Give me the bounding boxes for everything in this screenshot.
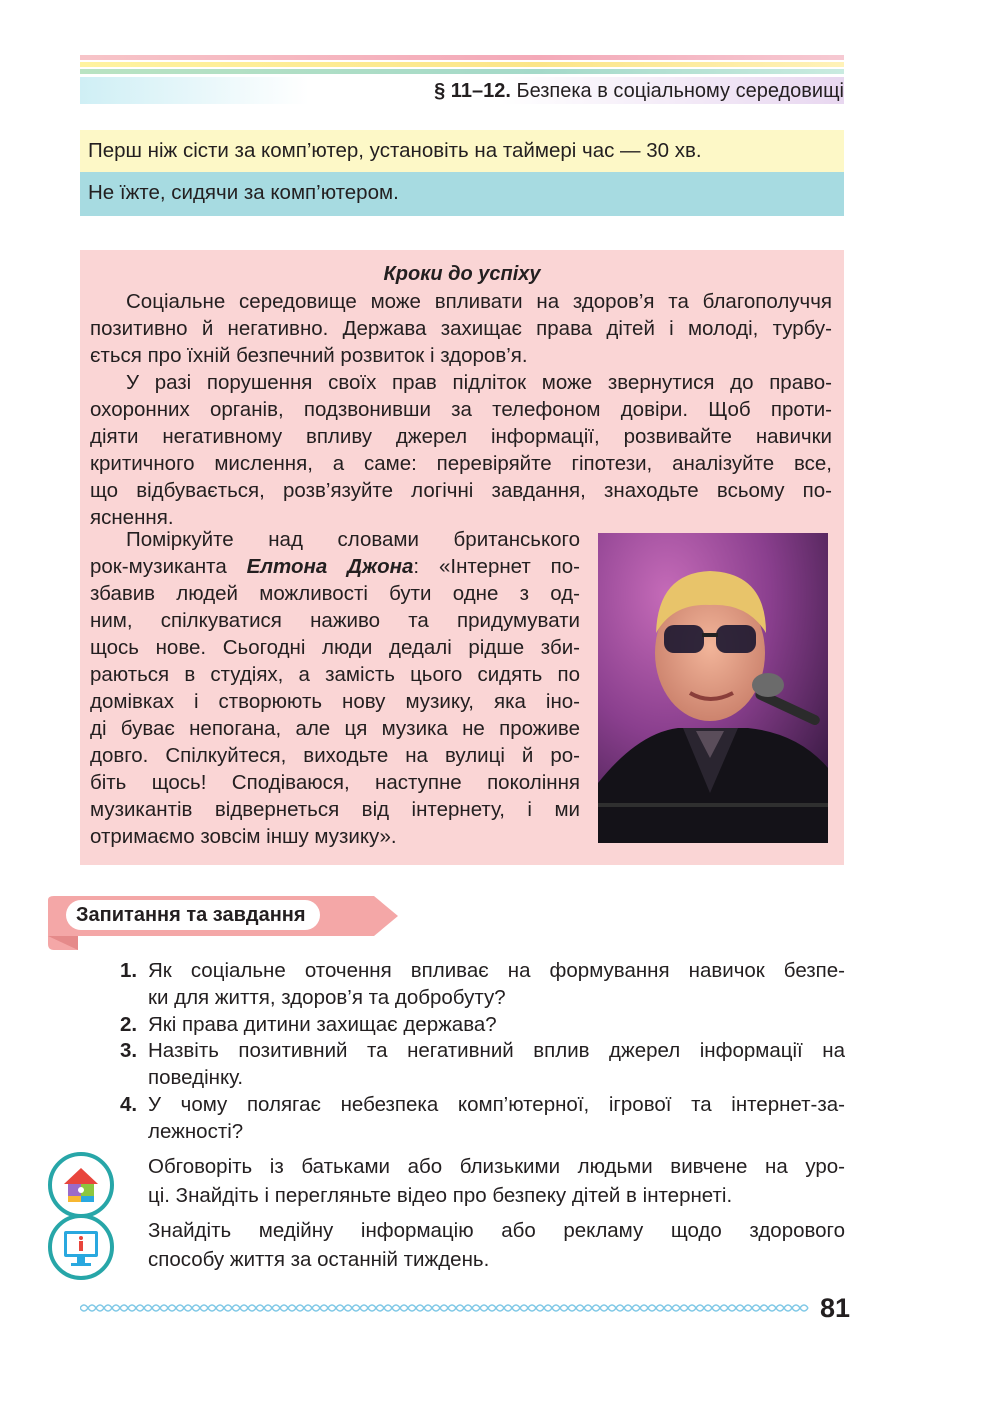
text-line: ці. Знайдіть і перегляньте відео про безпеку дітей в інтернеті. (148, 1184, 733, 1207)
text-line: Соціальне середовище може впливати на здоров’я та благополуччя (126, 290, 832, 313)
text-line: Знайдіть медійну інформацію або рекламу щодо здорового (148, 1219, 845, 1242)
text-fragment: рок-музиканта (90, 555, 247, 578)
paragraph-1 (90, 288, 832, 369)
text-line: поведінку. (148, 1066, 244, 1089)
text-line: довго. Спілкуйтеся, виходьте на вулиці й ро- (90, 744, 580, 767)
portrait-illustration (598, 533, 828, 843)
house-puzzle-icon (48, 1152, 114, 1218)
text-line: У разі порушення своїх прав підліток може звернутися до право- (126, 371, 832, 394)
section-number: § 11–12. (434, 80, 511, 102)
text-line: позитивно й негативно. Держава захищає права дітей і молоді, турбу- (90, 317, 832, 340)
text-line: критичного мислення, а саме: перевіряйте гіпотези, аналізуйте все, (90, 452, 832, 475)
text-line: біть щось! Сподіваюся, наступне покоління (90, 771, 580, 794)
text-line: музикантів відвернеться від інтернету, і ми (90, 798, 580, 821)
page-number: 81 (820, 1293, 851, 1323)
text-fragment: : «Інтернет по- (413, 555, 580, 578)
text-line: Обговоріть із батьками або близькими людьми вивчене на уро- (148, 1155, 845, 1178)
footer-wave-line (80, 1301, 810, 1315)
text-line: яснення. (90, 506, 174, 529)
text-line: охоронних органів, подзвонивши за телефоном довіри. Щоб проти- (90, 398, 832, 421)
text-line: діяти негативному впливу джерел інформації, розвивайте навички (90, 425, 832, 448)
text-line: ки для життя, здоров’я та добробуту? (148, 986, 506, 1009)
text-line: Як соціальне оточення впливає на формування навичок безпе- (148, 959, 845, 982)
question-number: 4. (120, 1093, 138, 1116)
text-line: Поміркуйте над словами британського (126, 528, 580, 551)
question-number: 3. (120, 1039, 138, 1062)
stripe-pink (80, 55, 844, 60)
musician-photo (598, 533, 828, 843)
text-line: щось нове. Сьогодні люди дедалі рідше зби- (90, 636, 580, 659)
musician-name: Елтона Джона (246, 555, 414, 578)
quote-paragraph (90, 526, 580, 850)
tip-no-eating-text: Не їжте, сидячи за комп’ютером. (88, 181, 399, 204)
success-box-title: Кроки до успіху (383, 263, 541, 285)
text-line: що відбувається, розв’язуйте логічні завдання, знаходьте всьому по- (90, 479, 832, 502)
text-line: лежності? (148, 1120, 244, 1143)
running-header (434, 79, 844, 103)
text-line: отримаємо зовсім іншу музику». (90, 825, 397, 848)
questions-heading: Запитання та завдання (66, 900, 320, 930)
tip-no-eating (80, 172, 844, 216)
text-line: раються в студіях, а замість цього сидять по (90, 663, 580, 686)
task-discuss (148, 1152, 845, 1210)
header-stripes (80, 55, 844, 76)
info-monitor-icon (48, 1214, 114, 1280)
text-line: способу життя за останній тиждень. (148, 1248, 490, 1271)
stripe-green (80, 69, 844, 74)
question-item (120, 1011, 845, 1038)
text-line: Які права дитини захищає держава? (148, 1013, 497, 1036)
tip-timer-text: Перш ніж сісти за комп’ютер, установіть на таймері час — 30 хв. (88, 139, 702, 162)
task-media (148, 1216, 845, 1274)
stripe-yellow (80, 62, 844, 67)
text-line: ється про їхній безпечний розвиток і здоров’я. (90, 344, 528, 367)
question-number: 2. (120, 1013, 138, 1036)
question-item (120, 1091, 845, 1145)
text-line: У чому полягає небезпека комп’ютерної, ігрової та інтернет-за- (148, 1093, 845, 1116)
success-box (80, 250, 844, 865)
text-line: ді буває непогана, але ця музика не проживе (90, 717, 580, 740)
text-line: домівках і створюють нову музику, яка іно- (90, 690, 580, 713)
text-line: Назвіть позитивний та негативний вплив джерел інформації на (148, 1039, 845, 1062)
question-item (120, 957, 845, 1011)
question-item (120, 1037, 845, 1091)
section-title: Безпека в соціальному середовищі (516, 80, 844, 102)
paragraph-2 (90, 369, 832, 531)
question-number: 1. (120, 959, 138, 982)
text-line (90, 553, 580, 580)
text-line: ним, спілкуватися наживо та придумувати (90, 609, 580, 632)
text-line: збавив людей можливості бути одне з од- (90, 582, 580, 605)
tip-timer (80, 130, 844, 172)
